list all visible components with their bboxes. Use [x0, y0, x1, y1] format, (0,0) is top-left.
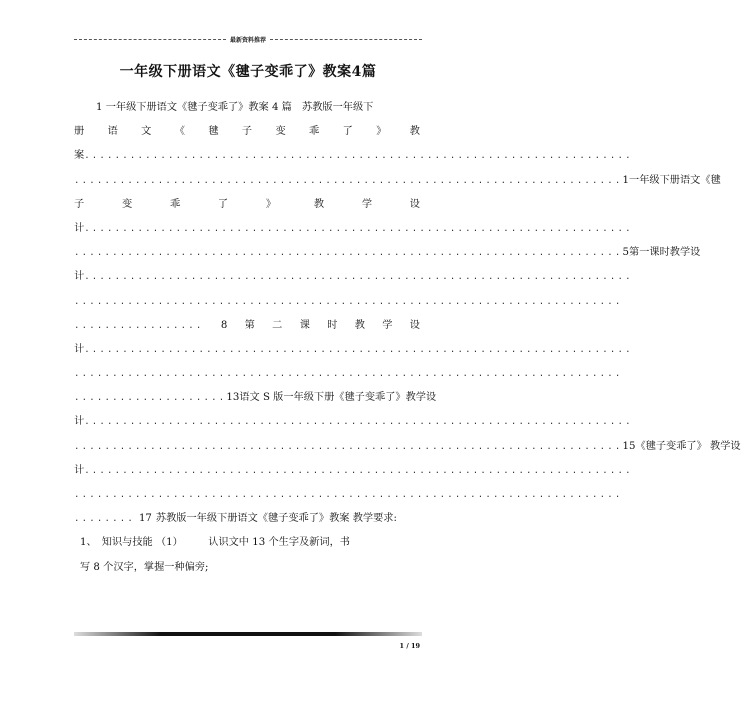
toc-line: [74, 435, 741, 459]
toc-page-number: 17: [138, 513, 152, 525]
toc-line: [74, 241, 701, 265]
toc-page-number: 13: [226, 392, 240, 404]
toc-line: [74, 169, 721, 193]
dot-leader: ........................................................................: [74, 296, 623, 307]
dot-leader: ........................................................................: [84, 465, 633, 476]
document-title: 一年级下册语文《毽子变乖了》教案4篇: [119, 64, 377, 80]
dot-leader: ........................................................................: [84, 344, 633, 355]
toc-line: 计 ........................................................................: [74, 410, 420, 434]
toc-line: 计 ........................................................................: [74, 459, 420, 483]
dot-leader: ........................................................................: [84, 151, 633, 162]
header-text: 最新资料推荐: [230, 36, 267, 44]
footer-rule: [74, 632, 422, 636]
toc-page-number: 5: [622, 247, 630, 259]
toc-entry: 苏教版一年级下册语文《毽子变乖了》教案 教学要求:: [155, 513, 397, 525]
toc-line: [74, 483, 623, 507]
toc-line: [74, 507, 420, 531]
toc-line: [74, 386, 437, 410]
page-header: [74, 34, 422, 44]
dot-leader: ........: [74, 514, 135, 525]
toc-intro: 1 一年级下册语文《毽子变乖了》教案 4 篇 苏教版一年级下: [96, 102, 374, 113]
toc-line: ................. 8 第 二 课 时 教 学 设: [74, 314, 420, 338]
toc-line: 计 ........................................................................: [74, 217, 420, 241]
dot-leader: ........................................................................: [74, 441, 623, 452]
dot-leader: ........................................................................: [74, 175, 623, 186]
dot-leader: .................: [74, 320, 204, 331]
dot-leader: ........................................................................: [84, 272, 633, 283]
toc-entry: 《毽子变乖了》 教学设: [635, 440, 741, 452]
dot-leader: ........................................................................: [74, 248, 623, 259]
toc-line: [74, 290, 623, 314]
toc-line: 计 ........................................................................: [74, 265, 420, 289]
table-of-contents: [74, 96, 741, 580]
dot-leader: ....................: [74, 393, 227, 404]
dot-leader: ........................................................................: [74, 490, 623, 500]
toc-line: 子 变 乖 了 》 教 学 设: [74, 198, 420, 210]
toc-line: [74, 362, 623, 386]
body-line: 1、 知识与技能 （1） 认识文中 13 个生字及新词，书: [80, 537, 350, 549]
dot-leader: ........................................................................: [84, 223, 633, 234]
toc-page-number: 15: [622, 440, 636, 452]
page-number: 1 / 19: [399, 642, 420, 650]
dot-leader: ........................................................................: [74, 369, 623, 380]
toc-entry: 第一课时教学设: [629, 247, 701, 259]
header-rule-left: [74, 39, 226, 40]
toc-line: 册 语 文 《 毽 子 变 乖 了 》 教: [74, 126, 420, 138]
toc-line: 案 ........................................................................: [74, 144, 420, 168]
toc-entry: 一年级下册语文《毽: [629, 174, 721, 186]
toc-page-number: 8: [220, 319, 228, 331]
toc-line: [74, 96, 420, 120]
toc-line: 计 ........................................................................: [74, 338, 420, 362]
toc-page-number: 1: [622, 174, 630, 186]
body-line: 写 8 个汉字，掌握一种偏旁;: [80, 561, 209, 573]
toc-entry: 语文 S 版一年级下册《毽子变乖了》教学设: [239, 392, 437, 404]
header-rule-right: [270, 39, 422, 40]
dot-leader: ........................................................................: [84, 417, 633, 428]
